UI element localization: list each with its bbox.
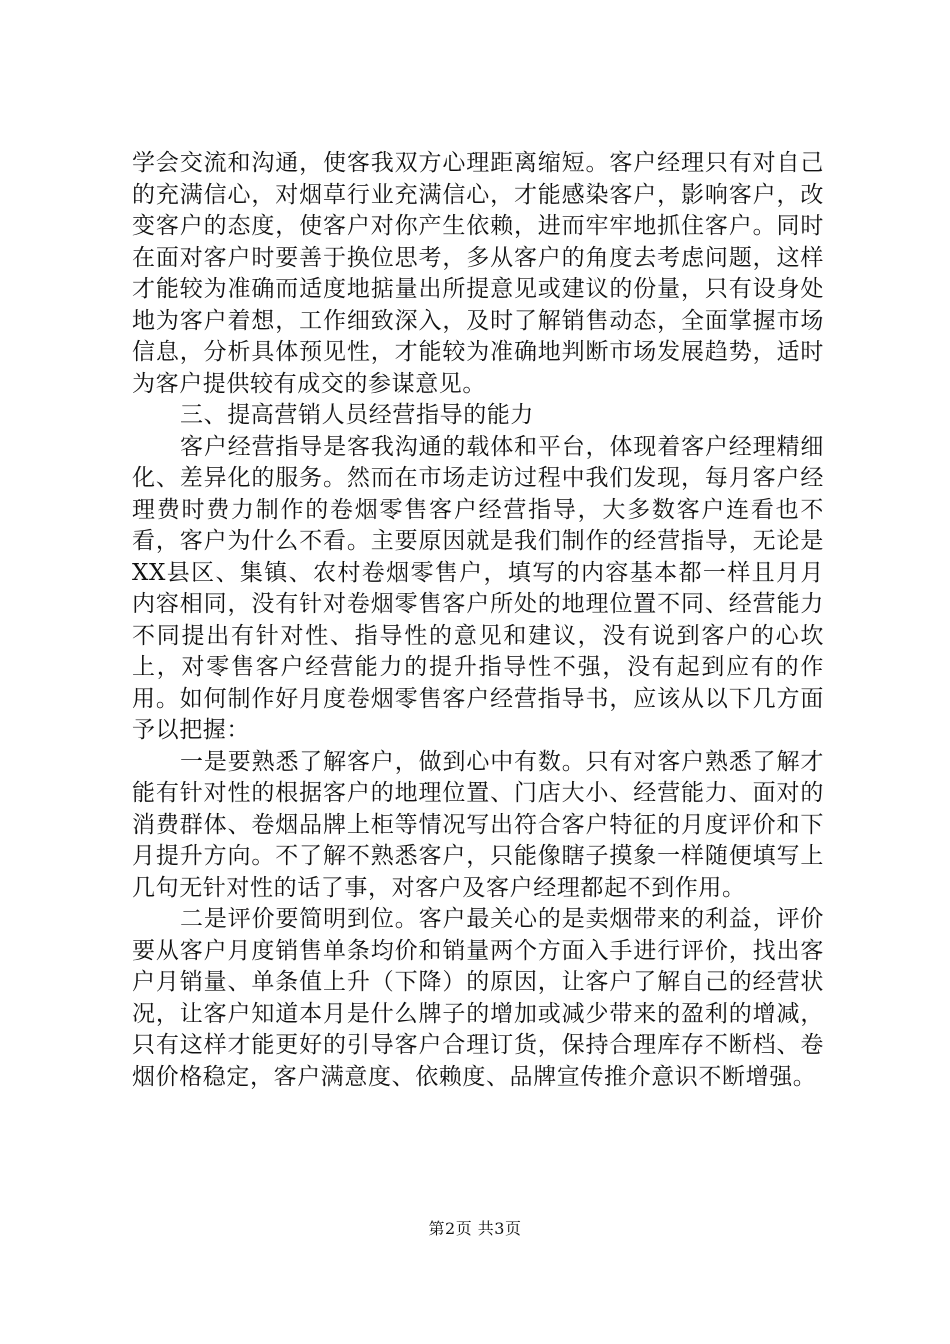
- paragraph-guidance-intro: 客户经营指导是客我沟通的载体和平台，体现着客户经理精细化、差异化的服务。然而在市场走访过程中我们发现，每月客户经理费时费力制作的卷烟零售客户经营指导，大多数客户连看也不看，客户为什么不看。主要原因就是我们制作的经营指导，无论是XX县区、集镇、农村卷烟零售户，填写的内容基本都一样且月月内容相同，没有针对卷烟零售客户所处的地理位置不同、经营能力不同提出有针对性、指导性的意见和建议，没有说到客户的心坎上，对零售客户经营能力的提升指导性不强，没有起到应有的作用。如何制作好月度卷烟零售客户经营指导书，应该从以下几方面予以把握：: [132, 433, 824, 743]
- paragraph-point-two: 二是评价要简明到位。客户最关心的是卖烟带来的利益，评价要从客户月度销售单条均价和销量两个方面入手进行评价，找出客户月销量、单条值上升（下降）的原因，让客户了解自己的经营状况，让客户知道本月是什么牌子的增加或减少带来的盈利的增减，只有这样才能更好的引导客户合理订货，保持合理库存不断档、卷烟价格稳定，客户满意度、依赖度、品牌宣传推介意识不断增强。: [132, 906, 824, 1090]
- section-heading: 三、提高营销人员经营指导的能力: [180, 402, 534, 428]
- paragraph-point-one: 一是要熟悉了解客户，做到心中有数。只有对客户熟悉了解才能有针对性的根据客户的地理位置、门店大小、经营能力、面对的消费群体、卷烟品牌上柜等情况写出符合客户特征的月度评价和下月提升方向。不了解不熟悉客户，只能像瞎子摸象一样随便填写上几句无针对性的话了事，对客户及客户经理都起不到作用。: [132, 748, 824, 901]
- page-number-footer: 第2页 共3页: [428, 1219, 522, 1238]
- paragraph-continuation: 学会交流和沟通，使客我双方心理距离缩短。客户经理只有对自己的充满信心，对烟草行业充满信心，才能感染客户，影响客户，改变客户的态度，使客户对你产生依赖，进而牢牢地抓住客户。同时在面对客户时要善于换位思考，多从客户的角度去考虑问题，这样才能较为准确而适度地掂量出所提意见或建议的份量，只有设身处地为客户着想，工作细致深入，及时了解销售动态，全面掌握市场信息，分析具体预见性，才能较为准确地判断市场发展趋势，适时为客户提供较有成交的参谋意见。: [132, 150, 824, 397]
- document-body: [132, 148, 824, 1093]
